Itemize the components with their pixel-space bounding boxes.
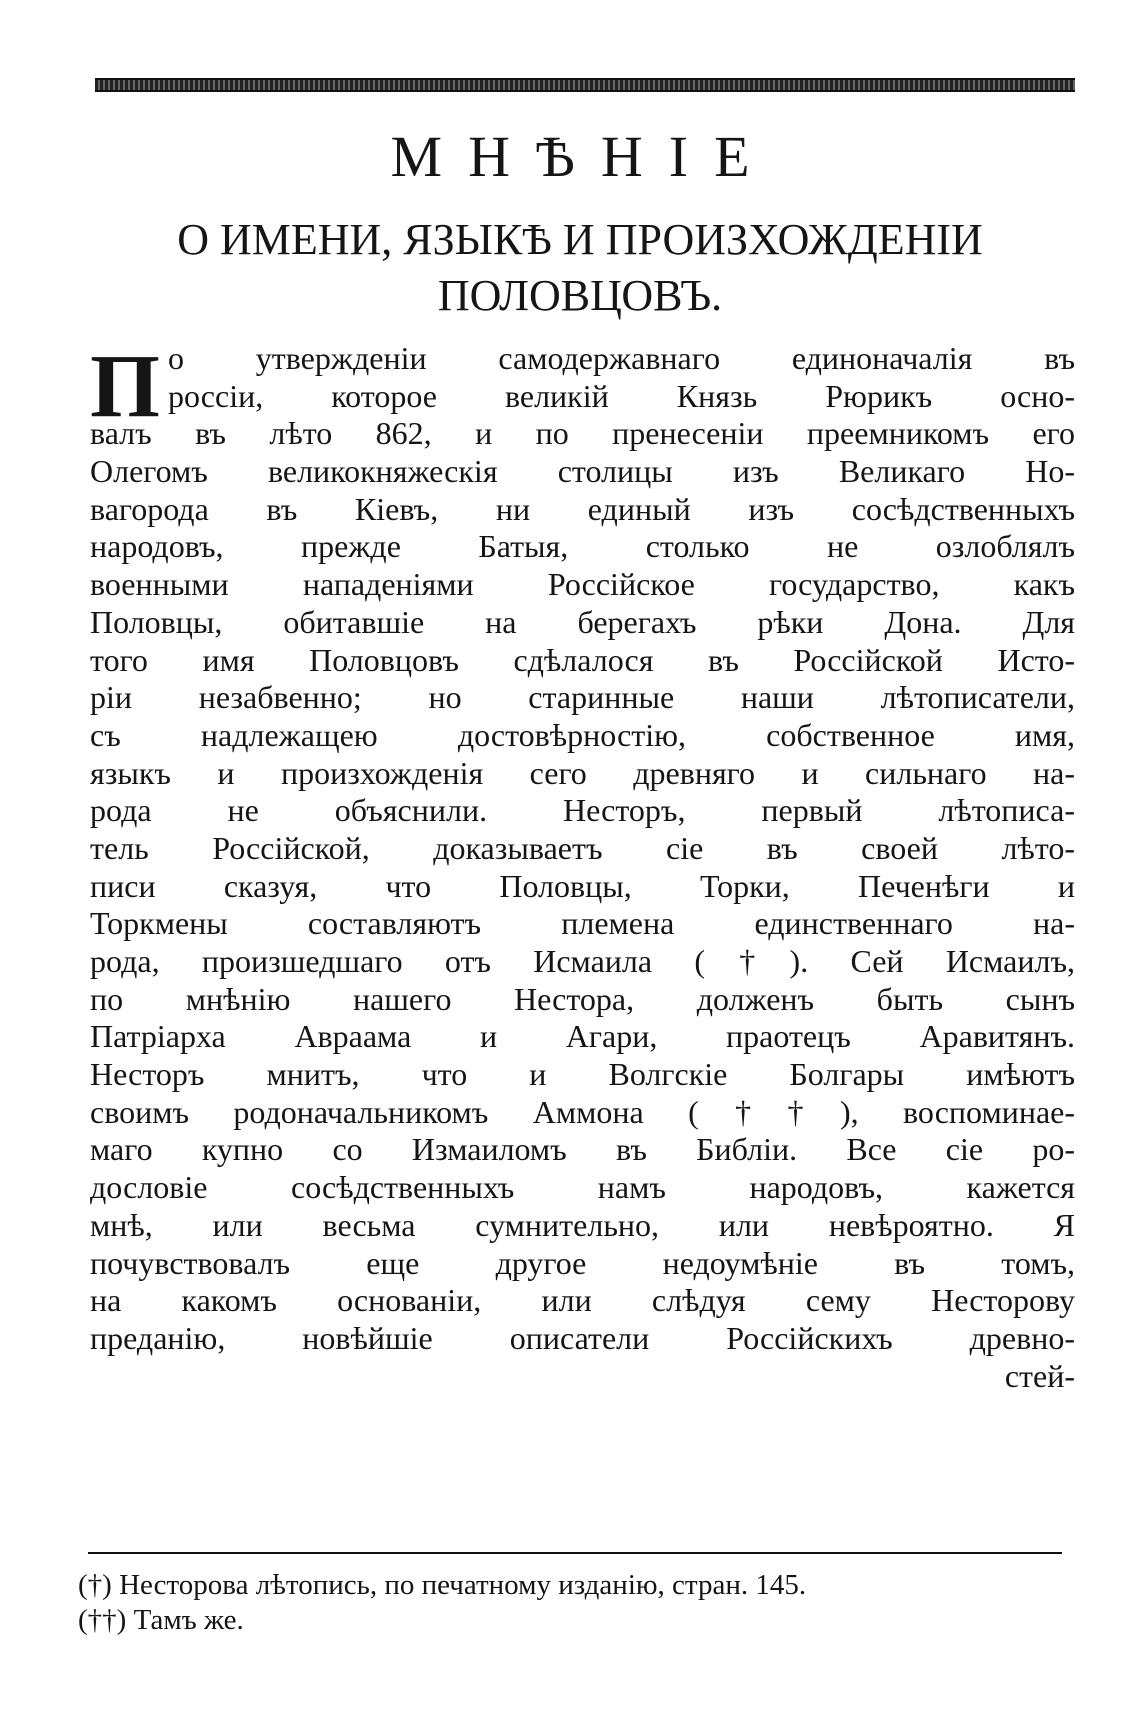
text-line: языкъ и произхожденія сего древняго и сильнаго на- <box>90 754 1075 791</box>
text-line: народовъ, прежде Батыя, столько не озлоблялъ <box>90 528 1075 565</box>
text-line: Олегомъ великокняжескія столицы изъ Великаго Но- <box>90 453 1075 490</box>
text-line: россіи, которое великій Князь Рюрикъ осно- <box>168 377 1075 414</box>
text-line: Патріарха Авраама и Агари, праотецъ Аравитянъ. <box>90 1018 1075 1055</box>
text-line: маго купно со Измаиломъ въ Библіи. Все сіе ро- <box>90 1131 1075 1168</box>
text-line: рода, произшедшаго отъ Исмаила (†). Сей Исмаилъ, <box>90 943 1075 979</box>
body-text <box>90 337 1075 1395</box>
footnotes <box>78 1568 1068 1638</box>
text-line: Несторъ мнитъ, что и Волгскіе Болгары имѣютъ <box>90 1056 1075 1093</box>
text-line: вагорода въ Кіевъ, ни единый изъ сосѣдственныхъ <box>90 490 1075 527</box>
text-line: того имя Половцовъ сдѣлалося въ Россійской Исто- <box>90 641 1075 678</box>
top-ornamental-rule <box>95 78 1075 92</box>
text-line: по мнѣнію нашего Нестора, долженъ быть сынъ <box>90 980 1075 1017</box>
footnote-separator <box>88 1552 1062 1554</box>
text-line: военными нападеніями Россійское государство, какъ <box>90 566 1075 603</box>
text-line: дословіе сосѣдственныхъ намъ народовъ, кажется <box>90 1169 1075 1206</box>
drop-cap: П <box>90 337 161 436</box>
text-line: о утвержденіи самодержавнаго единоначалія въ <box>168 340 1075 376</box>
footnote: (††) Тамъ же. <box>78 1604 244 1636</box>
text-line: тель Россійской, доказываетъ сіе въ своей лѣто- <box>90 829 1075 866</box>
page-subtitle <box>80 212 1080 324</box>
text-line: съ надлежащею достовѣрностію, собственное имя, <box>90 716 1075 753</box>
text-line: почувствовалъ еще другое недоумѣніе въ томъ, <box>90 1244 1075 1281</box>
text-line: рода не объяснили. Несторъ, первый лѣтописа- <box>90 792 1075 829</box>
text-line: преданію, новѣйшіе описатели Россійскихъ древно- <box>90 1319 1075 1356</box>
text-line: мнѣ, или весьма сумнительно, или невѣроятно. Я <box>90 1206 1075 1243</box>
text-line: ріи незабвенно; но старинные наши лѣтописатели, <box>90 679 1075 716</box>
text-line: валъ въ лѣто 862, и по пренесеніи преемникомъ его <box>90 415 1075 452</box>
text-line: стей- <box>1004 1357 1075 1394</box>
text-line: Половцы, обитавшіе на берегахъ рѣки Дона. Для <box>90 603 1075 640</box>
subtitle-line: ПОЛОВЦОВЪ. <box>437 271 723 320</box>
text-line: своимъ родоначальникомъ Аммона (††), воспоминае- <box>90 1093 1075 1130</box>
subtitle-line: О ИМЕНИ, ЯЗЫКѢ И ПРОИЗХОЖДЕНІИ <box>177 215 983 264</box>
text-line: Торкмены составляютъ племена единственнаго на- <box>90 905 1075 942</box>
text-line: на какомъ основаніи, или слѣдуя сему Несторову <box>90 1282 1075 1319</box>
text-line: писи сказуя, что Половцы, Торки, Печенѣги и <box>90 867 1075 904</box>
page-title: МНѢНІЕ <box>390 124 776 189</box>
footnote: (†) Несторова лѣтопись, по печатному изданію, стран. 145. <box>78 1569 807 1601</box>
